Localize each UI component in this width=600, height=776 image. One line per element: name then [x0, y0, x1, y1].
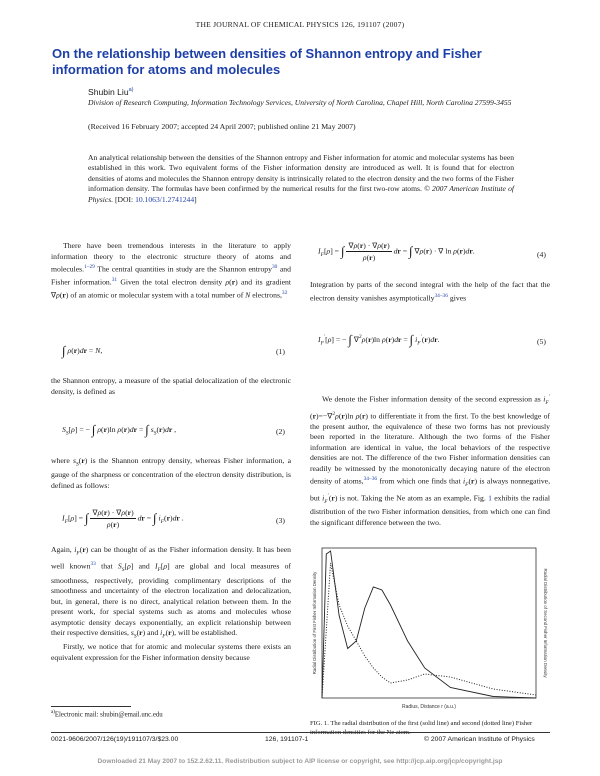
citation-link[interactable]: 30 — [271, 264, 278, 270]
text: , will be established. — [174, 628, 238, 638]
text: gives — [447, 293, 467, 303]
text: of an atomic or molecular system with a total number of — [68, 290, 246, 300]
author-name: Shubin Liu — [88, 87, 129, 97]
citation-link[interactable]: 34–36 — [434, 292, 448, 299]
text: is always nonnegative, but — [310, 476, 551, 503]
text: There have been tremendous interests in the literature to apply information theory to the electronic structure theory of atoms and molecules. — [51, 241, 291, 274]
equation-number-1: (1) — [276, 347, 285, 356]
text: and Fisher information. — [51, 264, 291, 287]
running-head: THE JOURNAL OF CHEMICAL PHYSICS 126, 191107 (2007) — [195, 20, 405, 29]
left-column-para-1: There have been tremendous interests in the literature to apply information theory to the electronic structure theory of atoms and molecules.$^{1-29}$ The central quantities in study are the Shannon entropy$^{30}$ and Fisher information.$^{31}$ Given the total electron density ρ(r) and its gradient ∇ρ(r) of an atomic or molecular system with a total number of N electrons,$^{32}$ — [51, 241, 292, 300]
equation-number-3: (3) — [276, 516, 285, 525]
text: Given the total electron density — [117, 277, 226, 287]
bottom-page-id: 126, 191107-1 — [265, 736, 309, 743]
author-footnote-mark[interactable]: a) — [128, 87, 134, 94]
citation-link[interactable]: 31 — [111, 277, 118, 284]
equation-3: $I_F[\rho]$ = ∫ $\frac{\nabla\rho(r) \cdot \nabla\rho(r)}{\rho(r)}$ dr = ∫ $i_F(r)dr$ . — [62, 508, 184, 529]
text: Firstly, we notice that for atomic and molecular systems there exists an equivalent expression for the Fisher information density because — [51, 642, 291, 662]
footnote-mark: a) — [51, 710, 55, 715]
text: are global and local measures of smoothness, respectively, providing complimentary descriptions of the smoothness and uncertainty of the electron localization and delocalization, but, in general, there is no direct, analytical relation between them. In the present work, for special systems such as atoms and molecules whose asymptotic density decays exponentially, an explicit relationship between their respective densities, — [51, 561, 291, 638]
abstract — [88, 153, 514, 205]
author — [88, 87, 134, 97]
footnote-text: Electronic mail: shubin@email.unc.edu — [54, 711, 163, 719]
y2-axis-label: Radial Distribution of Second Fisher Information Density — [543, 568, 548, 678]
abstract-text: An analytical relationship between the densities of the Shannon entropy and Fisher information for atomic and molecular systems has been established in this work. Two equivalent forms of the Fisher information density are introduced as well. It is found that for electron densities of atoms and molecules the Shannon entropy density is intrinsically related to the electron density and the two forms of the Fisher information density. The formulas have been confirmed by the numerical results for the first two-row atoms. — [88, 153, 514, 194]
left-column-para-2 — [51, 376, 291, 397]
text: that — [95, 561, 118, 571]
bottom-issn: 0021-9606/2007/126(19)/191107/3/$23.00 — [51, 736, 179, 743]
article-title: On the relationship between densities of Shannon entropy and Fisher information for atoms and molecules — [52, 46, 482, 77]
citation-link[interactable]: 33 — [90, 561, 96, 568]
text: and its gradient — [237, 277, 292, 287]
series-line-dotted — [322, 563, 536, 698]
left-column-para-4: Again, $i_F(r)$ can be thought of as the Fisher information density. It has been well known$^{33}$ that $S_S[\rho]$ and $I_F[\rho]$ are global and local measures of smoothness, respectively, providing complimentary descriptions of the smoothness and uncertainty of the electron localization and delocalization, but, in general, there is no direct, analytical relation between them. In the present work, for special systems such as atoms and molecules whose asymptotic density decays exponentially, an explicit relationship between their respective densities, $s_S(r)$ and $i_F(r)$, will be established. Firstly, we notice that for atomic and molecular systems there exists an equivalent expression for the Fisher information density because — [51, 545, 291, 662]
right-column-para-2: We denote the Fisher information density of the second expression as $i_F'(r)=-\nabla^2\rho(r)\ln$ ρ(r) to differentiate it from the first. To the best knowledge of the present author, the equivalence of these two forms has not previously been reported in the literature. Although the two forms of the Fisher information are identical in value, the local behaviors of the respective densities are not. The difference of the two Fisher information densities can readily be witnessed by the monotonically decaying nature of the electron density of atoms,$^{34-36}$ from which one finds that $i_F(r)$ is always nonnegative, but $i_F'(r)$ is not. Taking the Ne atom as an example, Fig. 1 exhibits the radial distribution of the two Fisher information densities, from which one can find the significant difference between the two. — [310, 394, 551, 527]
text: is not. Taking the Ne atom as an example, Fig. — [337, 493, 489, 503]
text: Integration by parts of the second integral with the help of the fact that the electron density vanishes asymptotically — [310, 280, 550, 303]
right-column-para-1 — [310, 280, 550, 304]
bottom-copyright: © 2007 American Institute of Physics — [424, 736, 535, 743]
text: is the Shannon entropy density, whereas Fisher information, a gauge of the sharpness or concentration of the electron density distribution, is defined as follows: — [51, 456, 291, 490]
abstract-doi-link[interactable]: 10.1063/1.2741244 — [135, 194, 195, 204]
abstract-copyright: © 2007 American Institute of Physics. — [88, 184, 514, 204]
left-column-para-3: where $s_S(r)$ is the Shannon entropy density, whereas Fisher information, a gauge of the sharpness or concentration of the electron density distribution, is defined as follows: — [51, 456, 291, 490]
abstract-doi-suffix: ] — [194, 194, 197, 204]
text: to differentiate it from the first. To the best knowledge of the present author, the equivalence of these two forms has not previously been reported in the literature. Although the two forms of the Fisher information are identical in value, the local behaviors of the respective densities are not. The difference of the two Fisher information densities can readily be witnessed by the monotonically decaying nature of the electron density of atoms, — [310, 411, 550, 486]
equation-number-2: (2) — [276, 427, 285, 436]
citation-link[interactable]: 34–36 — [363, 476, 378, 483]
citation-link[interactable]: 32 — [281, 290, 288, 297]
citation-link[interactable]: 1–29 — [84, 264, 95, 270]
equation-1: ∫ ρ(r)dr = N, — [62, 343, 103, 358]
text: from which one finds that — [377, 476, 463, 486]
text: and — [133, 561, 155, 571]
text: Again, — [51, 545, 75, 554]
abstract-doi-prefix: [DOI: — [115, 194, 136, 204]
text: and — [145, 628, 161, 638]
figure-1-caption: FIG. 1. The radial distribution of the first (solid line) and second (dotted line) Fisher information densities for the Ne atom. — [310, 720, 533, 736]
affiliation: Division of Research Computing, Information Technology Services, University of North Carolina, Chapel Hill, North Carolina 27599-3455 — [88, 98, 512, 107]
equation-number-5: (5) — [537, 337, 546, 346]
y-axis-label: Radial Distribution of First Fisher Information Density — [312, 571, 317, 675]
footnote-rule — [51, 706, 131, 707]
text: the Shannon entropy, a measure of the spatial delocalization of the electronic density, is defined as — [51, 376, 291, 396]
received-dates: (Received 16 February 2007; accepted 24 April 2007; published online 21 May 2007) — [88, 122, 356, 131]
footnote — [51, 710, 291, 718]
bottom-rule — [51, 732, 550, 733]
x-axis-label: Radius, Distance r (a.u.) — [402, 704, 456, 710]
text: exhibits the radial distribution of the two Fisher information densities, from which one can find the significant difference between the two. — [310, 493, 551, 527]
equation-number-4: (4) — [537, 250, 546, 259]
figure-1 — [308, 540, 552, 715]
plot-frame — [322, 548, 536, 698]
text: electrons, — [250, 290, 282, 300]
series-line-solid — [322, 551, 536, 698]
figure-1-plot — [308, 540, 552, 715]
equation-4: $I_F[\rho]$ = ∫ $\frac{\nabla\rho(r) \cdot \nabla\rho(r)}{\rho(r)}$ dr = ∫ ∇ρ(r) · ∇ ln ρ(r)dr. — [318, 241, 475, 262]
text: can be thought of as the Fisher information density. It has been well known — [51, 545, 291, 571]
figure-link[interactable]: 1 — [488, 493, 492, 503]
text: The central quantities in study are the Shannon entropy — [94, 264, 272, 274]
download-notice: Downloaded 21 May 2007 to 152.2.62.11. Redistribution subject to AIP license or copyright, see http://jcp.aip.org/jcp/copyright.jsp — [97, 758, 503, 765]
text: We denote the Fisher information density of the second expression as — [322, 394, 544, 404]
text: where — [51, 456, 74, 465]
equation-5: $I_F'[\rho]$ = − ∫ ∇$^2$ρ(r)ln ρ(r)dr = ∫ $i_F'(r)dr$. — [318, 332, 440, 347]
equation-2: $S_S[\rho]$ = − ∫ ρ(r)ln ρ(r)dr = ∫ $s_S(r)dr$ , — [62, 422, 177, 437]
